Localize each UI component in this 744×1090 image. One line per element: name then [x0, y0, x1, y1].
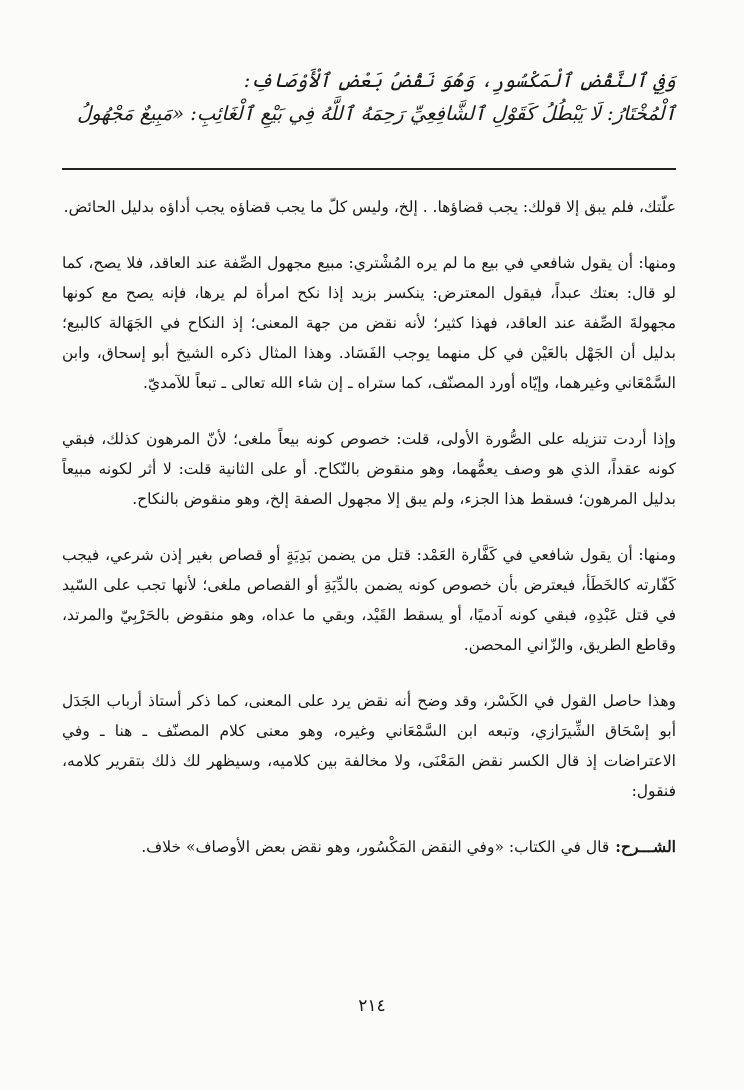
- sharh-paragraph: [62, 832, 676, 862]
- page-number: ٢١٤: [358, 996, 386, 1016]
- sharh-text: قال في الكتاب: «وفي النقض المَكْسُور، وهو نقض بعض الأوصاف» خلاف.: [141, 838, 610, 856]
- paragraph: ومنها: أن يقول شافعي في بيع ما لم يره المُشْتري: مبيع مجهول الصِّفة عند العاقد، فلا يصح، كما لو قال: بعتك عبداً، فيقول المعترض: ينكسر بزيد إذا نكح امرأة لم يرها، فإنه يصح مع كونها مجهولةَ الصِّفة عند العاقد، فهذا كثير؛ لأنه نقض من جهة المعنى؛ إذ النكاح في الجَهَالة كالبيع؛ بدليل أن الجَهْل بالعَيْن في كل منهما يوجب الفَسَاد. وهذا المثال ذكره الشيخ أبو إسحاق، وابن السَّمْعَاني وغيرهما، وإيّاه أورد المصنّف، كما ستراه ـ إن شاء الله تعالى ـ تبعاً للآمديّ.: [62, 254, 676, 392]
- sharh-label: الشـــرح:: [615, 837, 676, 856]
- matn-text: [62, 64, 676, 130]
- separator-rule: [62, 168, 676, 170]
- paragraph: وإذا أردت تنزيله على الصُّورة الأولى، قلت: خصوص كونه بيعاً ملغى؛ لأنّ المرهون كذلك، فبقي كونه عقداً، الذي هو وصف يعمُّهما، وهو منقوض بالنّكاح. أو على الثانية قلت: لا أثر لكونه مبيعاً بدليل المرهون؛ فسقط هذا الجزء، ولم يبق إلا مجهول الصفة إلخ، وهو منقوض بالنكاح.: [62, 430, 676, 508]
- matn-line-1: وَفِي ٱلنَّقْضِ ٱلْمَكْسُورِ، وَهُوَ نَقْضُ بَعْضِ ٱلْأَوْصَافِ:: [243, 69, 676, 92]
- paragraph: ومنها: أن يقول شافعي في كَفَّارة العَمْد: قتل من يضمن بَدِيَةٍ أو قصاص بغير إذن شرعي، فيجب كَفّارته كالخَطَأ، فيعترض بأن خصوص كونه يضمن بالدِّيَةِ أو القصاص ملغى؛ لأنها تجب على السّيد في قتل عَبْدِهِ، فبقي كونه آدميًا، أو يسقط القَيْد، وبقي ما عداه، وهو منقوض بالحَرْبِيّ والمرتد، وقاطع الطريق، والزّاني المحصن.: [62, 546, 676, 654]
- paragraph: وهذا حاصل القول في الكَسْر، وقد وضح أنه نقض يرد على المعنى، كما ذكر أستاذ أرباب الجَدَل أبو إسْحَاق الشِّيرَازي، وتبعه ابن السَّمْعَاني وغيره، وهو معنى كلام المصنّف ـ هنا ـ وفي الاعتراضات إذ قال الكسر نقض المَعْنَى، ولا مخالفة بين كلاميه، وسيظهر لك ذلك بتقرير كلامه، فنقول:: [62, 692, 676, 800]
- matn-line-2: ٱلْمُخْتَارُ: لَا يَبْطُلُ كَقَوْلِ ٱلشَّافِعِيِّ رَحِمَهُ ٱللَّهُ فِي بَيْعِ ٱلْغَائِبِ: «مَبِيعٌ مَجْهُولُ: [77, 102, 676, 125]
- commentary-body: [62, 192, 676, 862]
- paragraph: علّتك، فلم يبق إلا قولك: يجب قضاؤها. . إلخ، وليس كلّ ما يجب قضاؤه يجب أداؤه بدليل الحائض.: [63, 198, 676, 216]
